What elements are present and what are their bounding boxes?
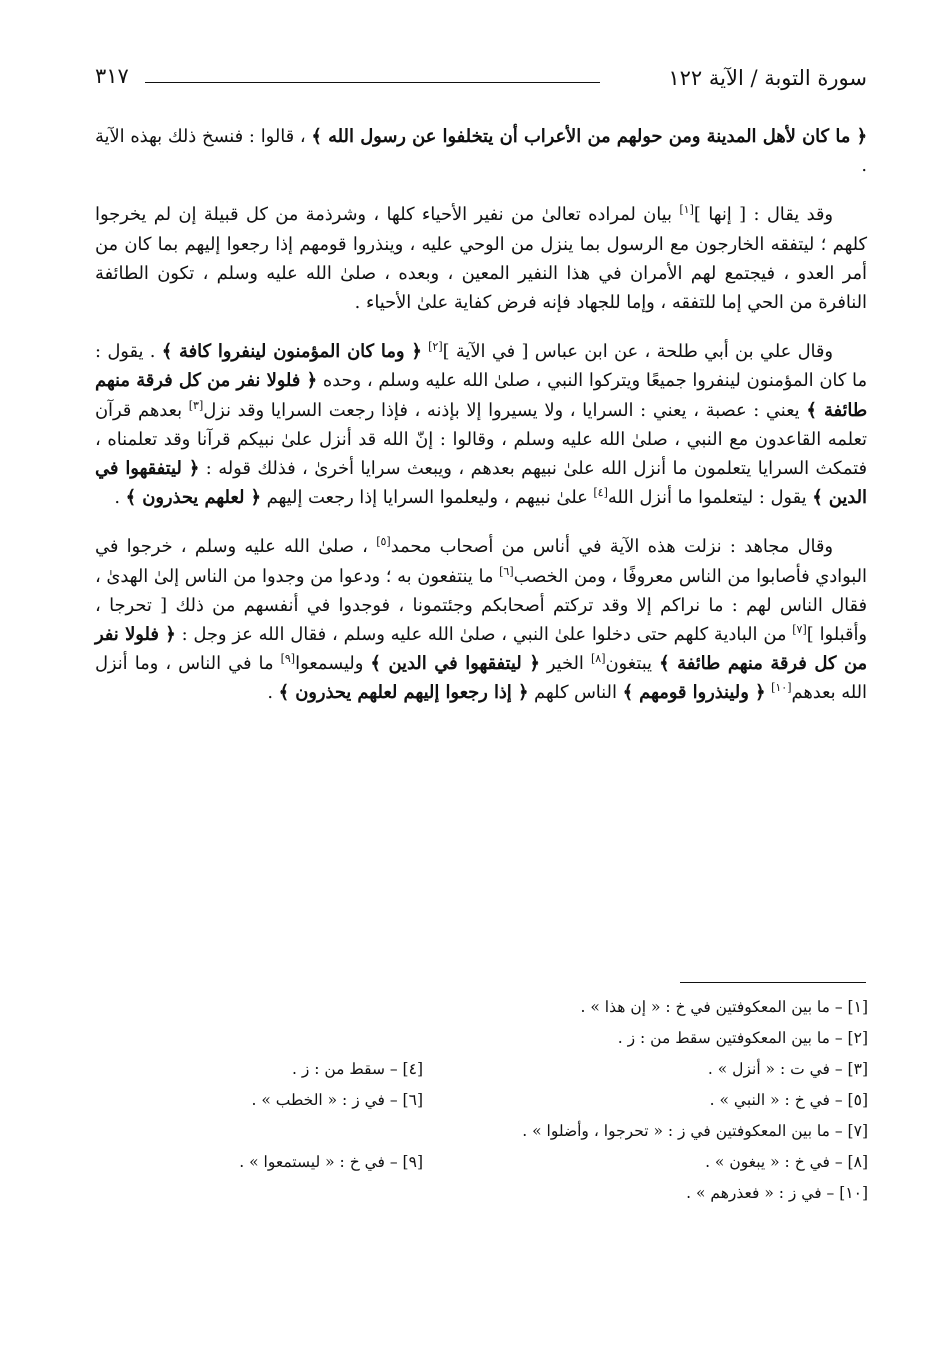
text-run: من البادية كلهم حتى دخلوا علىٰ النبي ، صلىٰ الله عليه وسلم ، فقال الله عز وجل :: [175, 624, 793, 646]
text-run: ما ينتفعون به ؛ ودعوا من وجدوا من الناس إلىٰ الهدىٰ ، فقال الناس لهم : ما نراكم إلا وقد تركتم أصحابكم وجئتمونا ، فوجدوا في أنفسهم من ذلك [ تحرجا ، وأقبلوا ]: [95, 565, 867, 646]
text-run: علىٰ نبيهم ، وليعلموا السرايا إذا رجعت إليهم: [260, 487, 594, 509]
paragraph: [95, 532, 867, 707]
footnote-row: [160, 1087, 868, 1118]
text-run: الناس كلهم: [528, 682, 623, 704]
main-text: [95, 122, 867, 708]
footnote: [١] – ما بين المعكوفتين في خ : « إن هذا » .: [580, 998, 868, 1016]
header-rule: [145, 82, 600, 83]
running-title: سورة التوبة / الآية ١٢٢: [668, 66, 867, 90]
page-header: [95, 58, 867, 102]
text-run: .: [267, 682, 279, 704]
quran-quote: ﴿ ليتفقهوا في الدين ﴾: [370, 653, 540, 675]
quran-quote: ﴿ ليتفقهوا في الدين ﴾: [95, 458, 867, 509]
footnotes: [160, 994, 868, 1211]
footnote: [٥] – في خ : « النبي » .: [709, 1091, 868, 1109]
footnote-row: [160, 1056, 868, 1087]
quran-quote: ﴿ فلولا نفر من كل فرقة منهم طائفة ﴾: [95, 624, 868, 675]
footnote: [١٠] – في ز : « فعذرهم » .: [686, 1184, 868, 1202]
footnote: [٤] – سقط من : ز .: [291, 1060, 423, 1078]
footnote: [٨] – في خ : « يبغون » .: [705, 1153, 868, 1171]
footnote-ref: [٩]: [280, 652, 296, 666]
text-run: يعني : عصبة ، يعني : السرايا ، ولا يسيروا إلا بإذنه ، فإذا رجعت السرايا وقد نزل: [203, 399, 807, 421]
quran-quote: ﴿ ولينذروا قومهم ﴾: [622, 682, 766, 704]
footnote-row: [160, 1118, 868, 1149]
text-run: وقال علي بن أبي طلحة ، عن ابن عباس [ في الآية ]: [442, 341, 833, 363]
paragraph: [95, 337, 867, 512]
page-number: ٣١٧: [95, 64, 129, 88]
text-run: الخير: [539, 653, 591, 675]
text-run: ما في الناس ، وما أنزل الله بعدهم: [95, 653, 867, 704]
text-run: . يقول : ما كان المؤمنون لينفروا جميعًا ويتركوا النبي ، صلىٰ الله عليه وسلم ، وحده: [95, 341, 867, 392]
footnote: [٦] – في ز : « الخطب » .: [251, 1091, 423, 1109]
text-run: وقال مجاهد : نزلت هذه الآية في أناس من أصحاب محمد: [390, 536, 833, 558]
quran-quote: ﴿ إذا رجعوا إليهم لعلهم يحذرون ﴾: [278, 682, 529, 704]
footnote-row: [160, 1149, 868, 1180]
footnote-ref: [١٠]: [771, 681, 792, 695]
footnote-ref: [٦]: [499, 564, 514, 578]
footnote-ref: [٣]: [188, 398, 204, 412]
footnote-ref: [٥]: [376, 535, 391, 549]
quran-quote: ﴿ فلولا نفر من كل فرقة منهم طائفة ﴾: [95, 370, 867, 421]
quran-quote: ﴿ وما كان المؤمنون لينفروا كافة ﴾: [161, 341, 422, 363]
text-run: بعدهم قرآن تعلمه القاعدون مع النبي ، صلىٰ الله عليه وسلم ، وقالوا : إنّ الله قد أنزل علىٰ نبيكم قرآنا وقد تعلمناه ، فتمكث السرايا يتعلمون ما أنزل الله علىٰ نبيهم بعدهم ، ويبعث سرايا أخرىٰ ، فذلك قوله :: [95, 399, 867, 480]
footnote-ref: [٢]: [428, 340, 443, 354]
quran-quote: ﴿ لعلهم يحذرون ﴾: [125, 487, 261, 509]
footnote-row: [160, 1025, 868, 1056]
text-run: ، صلىٰ الله عليه وسلم ، خرجوا في البوادي فأصابوا من الناس معروفًا ، ومن الخصب: [95, 536, 867, 587]
footnote: [٣] – في ت : « أنزل » .: [707, 1060, 868, 1078]
text-run: يبتغون: [605, 653, 660, 675]
paragraph: [95, 122, 867, 180]
footnote-row: [160, 994, 868, 1025]
text-run: وليسمعوا: [295, 653, 371, 675]
text-run: وقد يقال : [ إنها ]: [693, 204, 833, 226]
footnote-ref: [٨]: [590, 652, 606, 666]
text-run: يقول : ليتعلموا ما أنزل الله: [607, 487, 813, 509]
footnote-row: [160, 1180, 868, 1211]
footnote-ref: [٤]: [593, 486, 608, 500]
text-run: بيان لمراده تعالىٰ من نفير الأحياء كلها ، وشرذمة من كل قبيلة إن لم يخرجوا كلهم ؛ ليتفقه الخارجون مع الرسول بما ينزل من الوحي عليه ، وينذروا قومهم إذا رجعوا إليهم بما كان من أمر العدو ، فيجتمع لهم الأمران في هذا النفير المعين ، وبعده ، صلىٰ الله عليه وسلم ، تكون الطائفة النافرة من الحي إما للتفقه ، وإما للجهاد فإنه فرض كفاية علىٰ الأحياء .: [95, 204, 867, 314]
footnote-ref: [٧]: [792, 623, 807, 637]
footnote: [٩] – في خ : « ليستمعوا » .: [239, 1153, 423, 1171]
footnote: [٧] – ما بين المعكوفتين في ز : « تحرجوا ، وأضلوا » .: [522, 1122, 868, 1140]
text-run: ، قالوا : فنسخ ذلك بهذه الآية .: [95, 126, 867, 177]
footnote-separator: [680, 982, 866, 983]
paragraph: [95, 200, 867, 317]
text-run: .: [114, 487, 126, 509]
footnote: [٢] – ما بين المعكوفتين سقط من : ز .: [617, 1029, 868, 1047]
quran-quote: ﴿ ما كان لأهل المدينة ومن حولهم من الأعراب أن يتخلفوا عن رسول الله ﴾: [311, 126, 867, 147]
footnote-ref: [١]: [679, 203, 694, 217]
